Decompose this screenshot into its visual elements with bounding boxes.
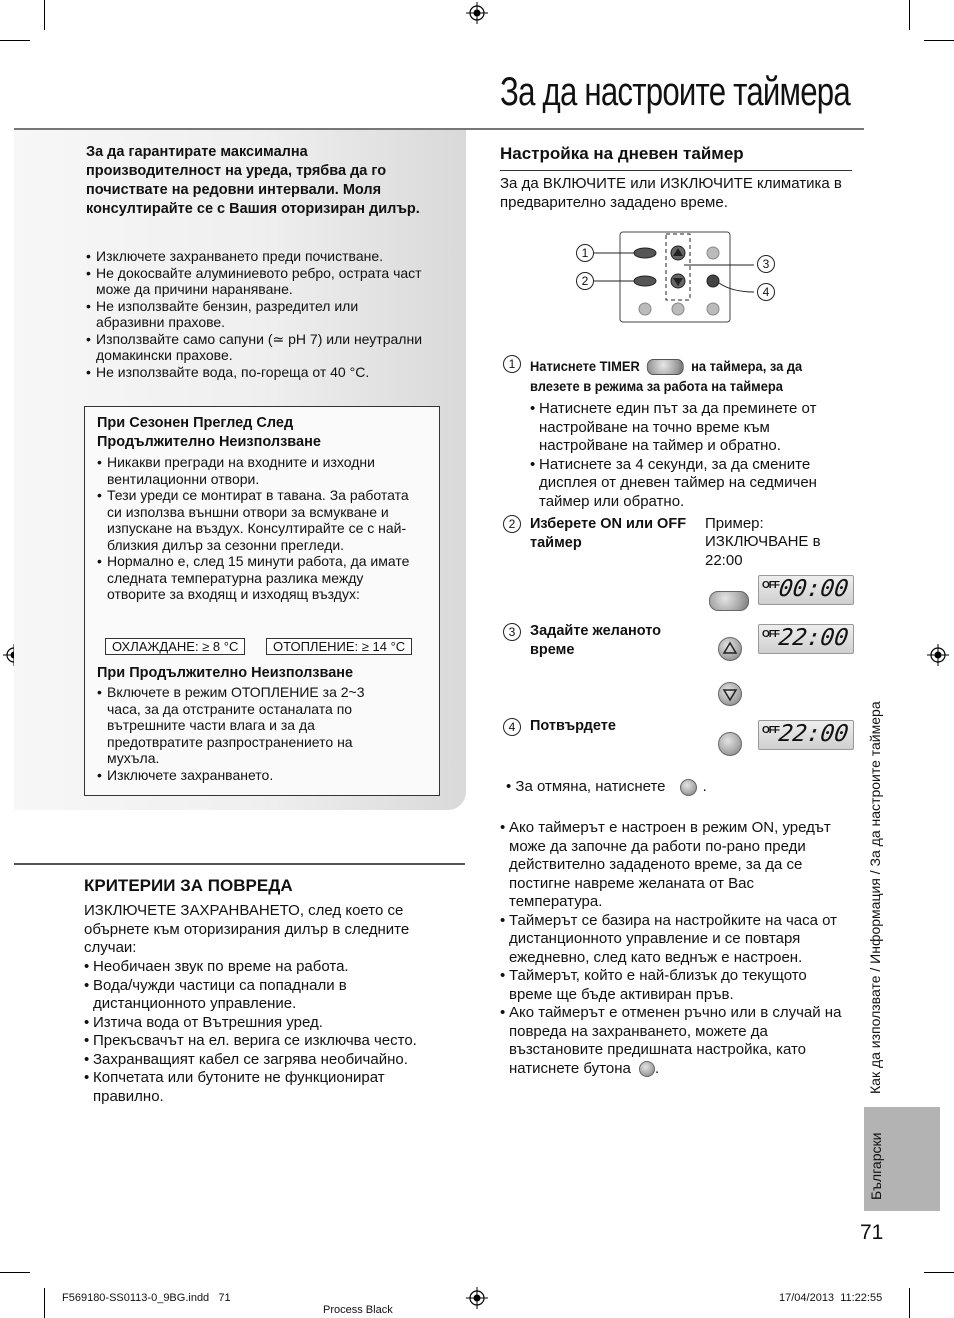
step-number-3: 3 bbox=[503, 623, 521, 641]
registration-mark-icon bbox=[466, 2, 488, 24]
example-text: ИЗКЛЮЧВАНЕ в 22:00 bbox=[705, 533, 821, 569]
crop-mark bbox=[909, 0, 910, 30]
diagram-label-4: 4 bbox=[757, 283, 775, 301]
on-off-timer-button bbox=[709, 591, 749, 611]
seasonal-heading: При Сезонен Преглед След Продължително Неизползване bbox=[97, 415, 321, 450]
registration-mark-icon bbox=[466, 1287, 488, 1309]
list-item: • Ако таймерът е настроен в режим ON, уредът може да започне да работи по-рано преди действително зададеното време, за да се постигне навреме желаната от Вас температура. bbox=[500, 819, 848, 912]
list-item: • Таймерът се базира на настройките на часа от дистанционното управление и се повтаря ежедневно, след като веднъж е настроен. bbox=[500, 912, 848, 968]
page-title: За да настроите таймера bbox=[500, 70, 850, 114]
step-2-text: Изберете ON или OFF таймер bbox=[530, 516, 687, 551]
step-1-bullet-list bbox=[530, 400, 852, 511]
timer-intro: За да ВКЛЮЧИТЕ или ИЗКЛЮЧИТЕ климатика в предварително зададено време. bbox=[500, 175, 842, 211]
long-idle-heading: При Продължително Неизползване bbox=[97, 665, 354, 681]
list-item: • Тези уреди се монтират в тавана. За работата си използва външни отвори за всмукване и изпускане на въздух. Консултирайте се с най-близкия дилър за сезонни прегледи. bbox=[97, 487, 417, 553]
cancel-instruction bbox=[506, 778, 707, 796]
list-item: • Изключете захранването. bbox=[97, 767, 397, 784]
heating-temp-tag: ОТОПЛЕНИЕ: ≥ 14 °C bbox=[266, 638, 412, 655]
cancel-text: За отмяна, натиснете bbox=[515, 778, 666, 795]
step-number-2: 2 bbox=[503, 515, 521, 533]
maintenance-bullet-list bbox=[86, 248, 426, 380]
list-item: • Използвайте само сапуни (≃ pH 7) или неутрални домакински прахове. bbox=[86, 331, 426, 364]
bullet-glyph: • bbox=[506, 778, 516, 795]
list-item: • Изключете захранването преди почистване. bbox=[86, 248, 426, 265]
crop-mark bbox=[924, 1272, 954, 1273]
time-down-button bbox=[718, 682, 742, 706]
list-item: • Копчетата или бутоните не функционират правилно. bbox=[84, 1069, 456, 1106]
damage-bullet-list bbox=[84, 958, 456, 1106]
registration-mark-icon bbox=[927, 644, 949, 666]
crop-mark bbox=[44, 1288, 45, 1318]
list-item: • Натиснете за 4 секунди, за да смените дисплея от дневен таймер на седмичен таймер или обратно. bbox=[530, 456, 852, 512]
diagram-label-1: 1 bbox=[576, 244, 594, 262]
note-4-end: . bbox=[655, 1059, 660, 1077]
side-navigation-text: Как да използвате / Информация / За да настроите таймера bbox=[867, 701, 883, 1094]
maintenance-intro: За да гарантирате максимална производителност на уреда, трябва да го почиствате на редовни интервали. Моля консултирайте се с Вашия оторизиран дилър. bbox=[86, 144, 420, 217]
step-3-text: Задайте желаното време bbox=[530, 623, 661, 658]
diagram-label-2: 2 bbox=[576, 272, 594, 290]
list-item bbox=[500, 1004, 848, 1078]
crop-mark bbox=[0, 1272, 30, 1273]
list-item: • Вода/чужди частици са попаднали в дистанционното управление. bbox=[84, 977, 456, 1014]
timer-notes-list bbox=[500, 819, 848, 1078]
step-number-4: 4 bbox=[503, 718, 521, 736]
list-item: • Захранващият кабел се загрява необичайно. bbox=[84, 1051, 456, 1070]
list-item: • Изтича вода от Вътрешния уред. bbox=[84, 1014, 456, 1033]
list-item: • Необичаен звук по време на работа. bbox=[84, 958, 456, 977]
diagram-label-3: 3 bbox=[757, 255, 775, 273]
long-idle-bullet-list bbox=[97, 684, 397, 783]
timer-button-icon bbox=[647, 359, 684, 375]
step-1-instruction bbox=[530, 356, 824, 396]
page-number: 71 bbox=[860, 1221, 884, 1244]
list-item: • Включете в режим ОТОПЛЕНИЕ за 2~3 часа, за да отстраните останалата по вътрешните части влага и за да предотвратите разпространението на мухъла. bbox=[97, 684, 397, 767]
footer-file-page: 71 bbox=[218, 1292, 231, 1304]
footer-date-value: 17/04/2013 bbox=[779, 1292, 835, 1304]
time-up-button bbox=[718, 637, 742, 661]
lcd-time-value: 00:00 bbox=[777, 576, 851, 602]
step-4-text: Потвърдете bbox=[530, 718, 616, 734]
arrow-up-icon bbox=[719, 638, 741, 660]
crop-mark bbox=[44, 0, 45, 30]
lcd-display-3 bbox=[758, 720, 854, 750]
seasonal-bullet-list bbox=[97, 454, 417, 603]
lcd-time-value: 22:00 bbox=[777, 721, 851, 747]
confirm-button bbox=[718, 732, 742, 756]
list-item: • Не използвайте бензин, разредител или абразивни прахове. bbox=[86, 298, 426, 331]
list-item: • Натиснете един път за да преминете от настройване на точно време към настройване на таймер и обратно. bbox=[530, 400, 852, 456]
crop-mark bbox=[909, 1288, 910, 1318]
damage-intro: ИЗКЛЮЧЕТЕ ЗАХРАНВАНЕТО, след което се обърнете към оторизирания дилър в следните случаи: bbox=[84, 902, 410, 956]
step-1-text-b: на таймера, за да влезете в режима за работа на таймера bbox=[530, 358, 803, 394]
list-item: • Нормално е, след 15 минути работа, да имате следната температурна разлика между отворите за входящ и изходящ въздух: bbox=[97, 553, 417, 603]
footer-time-value: 11:22:55 bbox=[840, 1292, 883, 1304]
step-1-text-a: Натиснете TIMER bbox=[530, 358, 640, 374]
list-item: • Таймерът, който е най-близък до текущото време ще бъде активиран пръв. bbox=[500, 967, 848, 1004]
lcd-mode-label: OFF bbox=[762, 629, 779, 640]
crop-mark bbox=[0, 40, 30, 41]
list-item: • Никакви прегради на входните и изходни вентилационни отвори. bbox=[97, 454, 417, 487]
lcd-time-value: 22:00 bbox=[777, 625, 851, 651]
lcd-display-1 bbox=[758, 575, 854, 605]
timer-heading: Настройка на дневен таймер bbox=[500, 144, 744, 163]
list-item: • Не докосвайте алуминиевото ребро, острата част може да причини нараняване. bbox=[86, 265, 426, 298]
restore-button-icon bbox=[639, 1061, 655, 1077]
step-number-1: 1 bbox=[503, 355, 521, 373]
lcd-display-2 bbox=[758, 624, 854, 654]
cooling-temp-tag: ОХЛАЖДАНЕ: ≥ 8 °C bbox=[105, 638, 245, 655]
arrow-down-icon bbox=[719, 683, 741, 705]
footer-process: Process Black bbox=[323, 1304, 393, 1316]
footer-file-name: F569180-SS0113-0_9BG.indd bbox=[62, 1292, 210, 1304]
cancel-end: . bbox=[702, 778, 707, 795]
cancel-button-icon bbox=[680, 779, 697, 796]
example-label: Пример: bbox=[705, 515, 764, 532]
note-4-text: Ако таймерът е отменен ръчно или в случай на повреда на захранването, можете да възстановите предишната настройка, като натиснете бутона bbox=[509, 1004, 842, 1077]
footer-file bbox=[62, 1292, 231, 1304]
section-divider bbox=[14, 863, 465, 865]
language-tab-label: Български bbox=[868, 1132, 884, 1200]
list-item: • Прекъсвачът на ел. верига се изключва често. bbox=[84, 1032, 456, 1051]
remote-control-diagram bbox=[572, 228, 790, 328]
timer-heading-underline bbox=[500, 170, 852, 171]
lcd-mode-label: OFF bbox=[762, 725, 779, 736]
damage-heading: КРИТЕРИИ ЗА ПОВРЕДА bbox=[84, 876, 293, 895]
lcd-mode-label: OFF bbox=[762, 580, 779, 591]
footer-date bbox=[779, 1292, 882, 1304]
crop-mark bbox=[924, 40, 954, 41]
list-item: • Не използвайте вода, по-гореща от 40 °C. bbox=[86, 364, 426, 381]
